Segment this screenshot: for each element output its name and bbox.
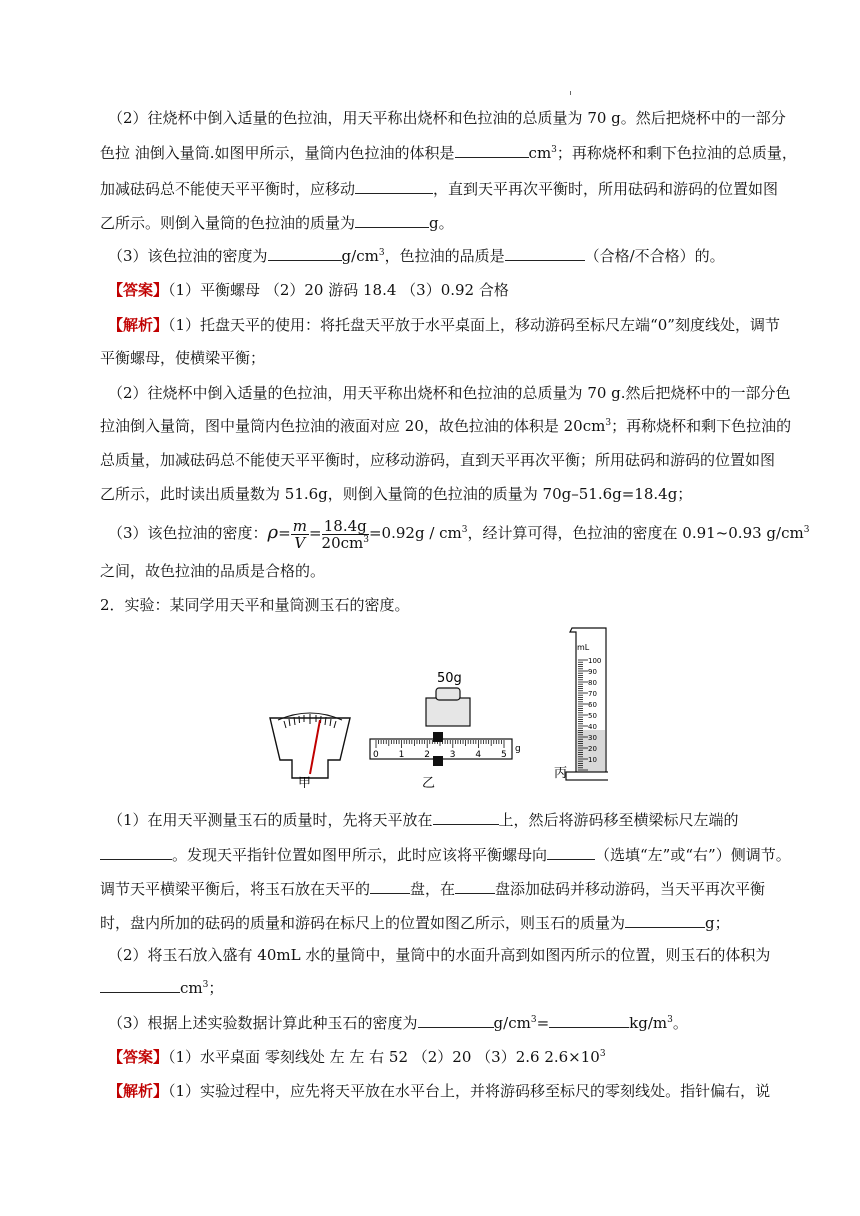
blank[interactable]: [549, 1013, 629, 1028]
q2-analysis-line1: 【解析】（1）实验过程中，应先将天平放在水平台上，并将游码移至标尺的零刻线处。指针偏右，说: [108, 1082, 771, 1100]
pointer-dial-jia: [270, 713, 350, 788]
label-yi: 乙: [422, 776, 436, 788]
q1-p2-line1: （2）往烧杯中倒入适量的色拉油，用天平称出烧杯和色拉油的总质量为 70 g。然后把烧杯中的一部分: [108, 109, 786, 127]
blank[interactable]: [418, 1013, 494, 1028]
weight-50g: [426, 698, 470, 726]
ruler-number: 4: [475, 750, 482, 760]
q1-p2-line2: 色拉 油倒入量筒.如图甲所示，量筒内色拉油的体积是 $cm^3$；再称烧杯和剩下色拉油的总质量，: [100, 144, 797, 162]
q1-analysis-formula: （3）该色拉油的密度：ρ= $\frac{m}{V}$ = $\frac{18.4g}{20cm^3}$ $=0.92g / cm^3$，经计算可得，色拉油的密度在 0.91~0.93 $g/cm^3$: [108, 516, 810, 552]
answer-tag: 【答案】: [108, 1048, 169, 1066]
q1-analysis-line8: 之间，故色拉油的品质是合格的。: [100, 562, 326, 580]
ruler-number: 2: [424, 750, 430, 760]
answer-tag: 【答案】: [108, 281, 169, 299]
cylinder-number: 100: [588, 657, 602, 665]
analysis-tag: 【解析】: [108, 1082, 169, 1100]
q1-p2-line3: 加减砝码总不能使天平平衡时，应移动 ，直到天平再次平衡时，所用砝码和游码的位置如图: [100, 180, 779, 198]
ruler-unit: g: [515, 744, 521, 754]
cylinder-number: 20: [588, 745, 597, 753]
analysis-tag: 【解析】: [108, 316, 169, 334]
cylinder-number: 50: [588, 712, 597, 720]
q1-analysis-line2: 平衡螺母，使横梁平衡；: [100, 349, 266, 367]
ruler-and-weight-yi: [370, 671, 521, 788]
q1-analysis-line5: 总质量，加减砝码总不能使天平平衡时，应移动游码，直到天平再次平衡；所用砝码和游码的位置如图: [100, 451, 776, 469]
blank[interactable]: [370, 879, 410, 894]
cylinder-unit: mL: [577, 643, 590, 652]
rider-bottom: [433, 756, 443, 766]
blank[interactable]: [100, 978, 180, 993]
q1-analysis-line4: 拉油倒入量筒，图中量筒内色拉油的液面对应 20，故色拉油的体积是 $20cm^3$；再称烧杯和剩下色拉油的: [100, 417, 792, 435]
fraction-values: $\frac{18.4g}{20cm^3}$: [321, 516, 369, 552]
q1-analysis-line3: （2）往烧杯中倒入适量的色拉油，用天平称出烧杯和色拉油的总质量为 70 g.然后把烧杯中的一部分色: [108, 384, 791, 402]
q1-analysis-line1: 【解析】（1）托盘天平的使用：将托盘天平放于水平桌面上，移动游码至标尺左端“0”刻度线处，调节: [108, 316, 780, 334]
weight-label: 50g: [437, 671, 462, 686]
blank[interactable]: [455, 879, 495, 894]
q2-p1-line3: 调节天平横梁平衡后，将玉石放在天平的 盘，在 盘添加砝码并移动游码，当天平再次平衡: [100, 880, 766, 898]
rider-top: [433, 732, 443, 742]
ruler-number: 3: [449, 750, 456, 760]
q1-analysis-line6: 乙所示，此时读出质量数为 51.6g，则倒入量筒的色拉油的质量为 70g–51.6g=18.4g；: [100, 485, 693, 503]
blank[interactable]: [100, 845, 172, 860]
ruler-number: 5: [501, 750, 507, 760]
q2-title: 2．实验：某同学用天平和量筒测玉石的密度。: [100, 596, 410, 614]
page-mark: [570, 91, 571, 95]
q2-answer: 【答案】（1）水平桌面 零刻线处 左 左 右 52 （2）20 （3）2.6 $2.6\times 10^3$: [108, 1048, 606, 1066]
cylinder-number: 80: [588, 679, 597, 687]
blank[interactable]: [268, 246, 342, 261]
q1-answer: 【答案】（1）平衡螺母 （2）20 游码 18.4 （3）0.92 合格: [108, 281, 509, 299]
graduated-cylinder-bing: [554, 628, 608, 781]
blank[interactable]: [433, 810, 499, 825]
blank[interactable]: [355, 179, 433, 194]
label-bing: 丙: [554, 766, 568, 781]
q2-p2-line1: （2）将玉石放入盛有 40mL 水的量筒中，量筒中的水面升高到如图丙所示的位置，则玉石的体积为: [108, 946, 771, 964]
cylinder-number: 30: [588, 734, 597, 742]
ruler-number: 1: [398, 750, 405, 760]
q2-p1-line1: （1）在用天平测量玉石的质量时，先将天平放在 上，然后将游码移至横梁标尺左端的: [108, 811, 739, 829]
blank[interactable]: [355, 213, 429, 228]
q1-p3-line: （3）该色拉油的密度为 $g/cm^3$，色拉油的品质是 （合格/不合格）的。: [108, 247, 725, 265]
q1-p2-line4: 乙所示。则倒入量筒的色拉油的质量为 g。: [100, 214, 454, 232]
ruler-number: 0: [373, 750, 379, 760]
q2-p3-line: （3）根据上述实验数据计算此种玉石的密度为 $g/cm^3= kg/m^3$。: [108, 1014, 688, 1032]
q2-p1-line2: 。发现天平指针位置如图甲所示，此时应该将平衡螺母向 （选填“左”或“右”）侧调节。: [100, 845, 791, 865]
fraction-m-v: $\frac{m}{V}$: [292, 516, 307, 552]
blank[interactable]: [505, 246, 585, 261]
q2-p1-line4: 时，盘内所加的砝码的质量和游码在标尺上的位置如图乙所示，则玉石的质量为 g；: [100, 914, 730, 932]
cylinder-number: 40: [588, 723, 597, 731]
blank[interactable]: [547, 845, 595, 860]
cylinder-number: 70: [588, 690, 597, 698]
blank[interactable]: [455, 143, 529, 158]
q2-p2-line2: $cm^3$；: [100, 978, 223, 998]
cylinder-number: 60: [588, 701, 597, 709]
cylinder-number: 10: [588, 756, 597, 764]
experiment-figure: [262, 624, 608, 788]
cylinder-number: 90: [588, 668, 597, 676]
label-jia: 甲: [298, 776, 312, 788]
blank[interactable]: [625, 913, 705, 928]
